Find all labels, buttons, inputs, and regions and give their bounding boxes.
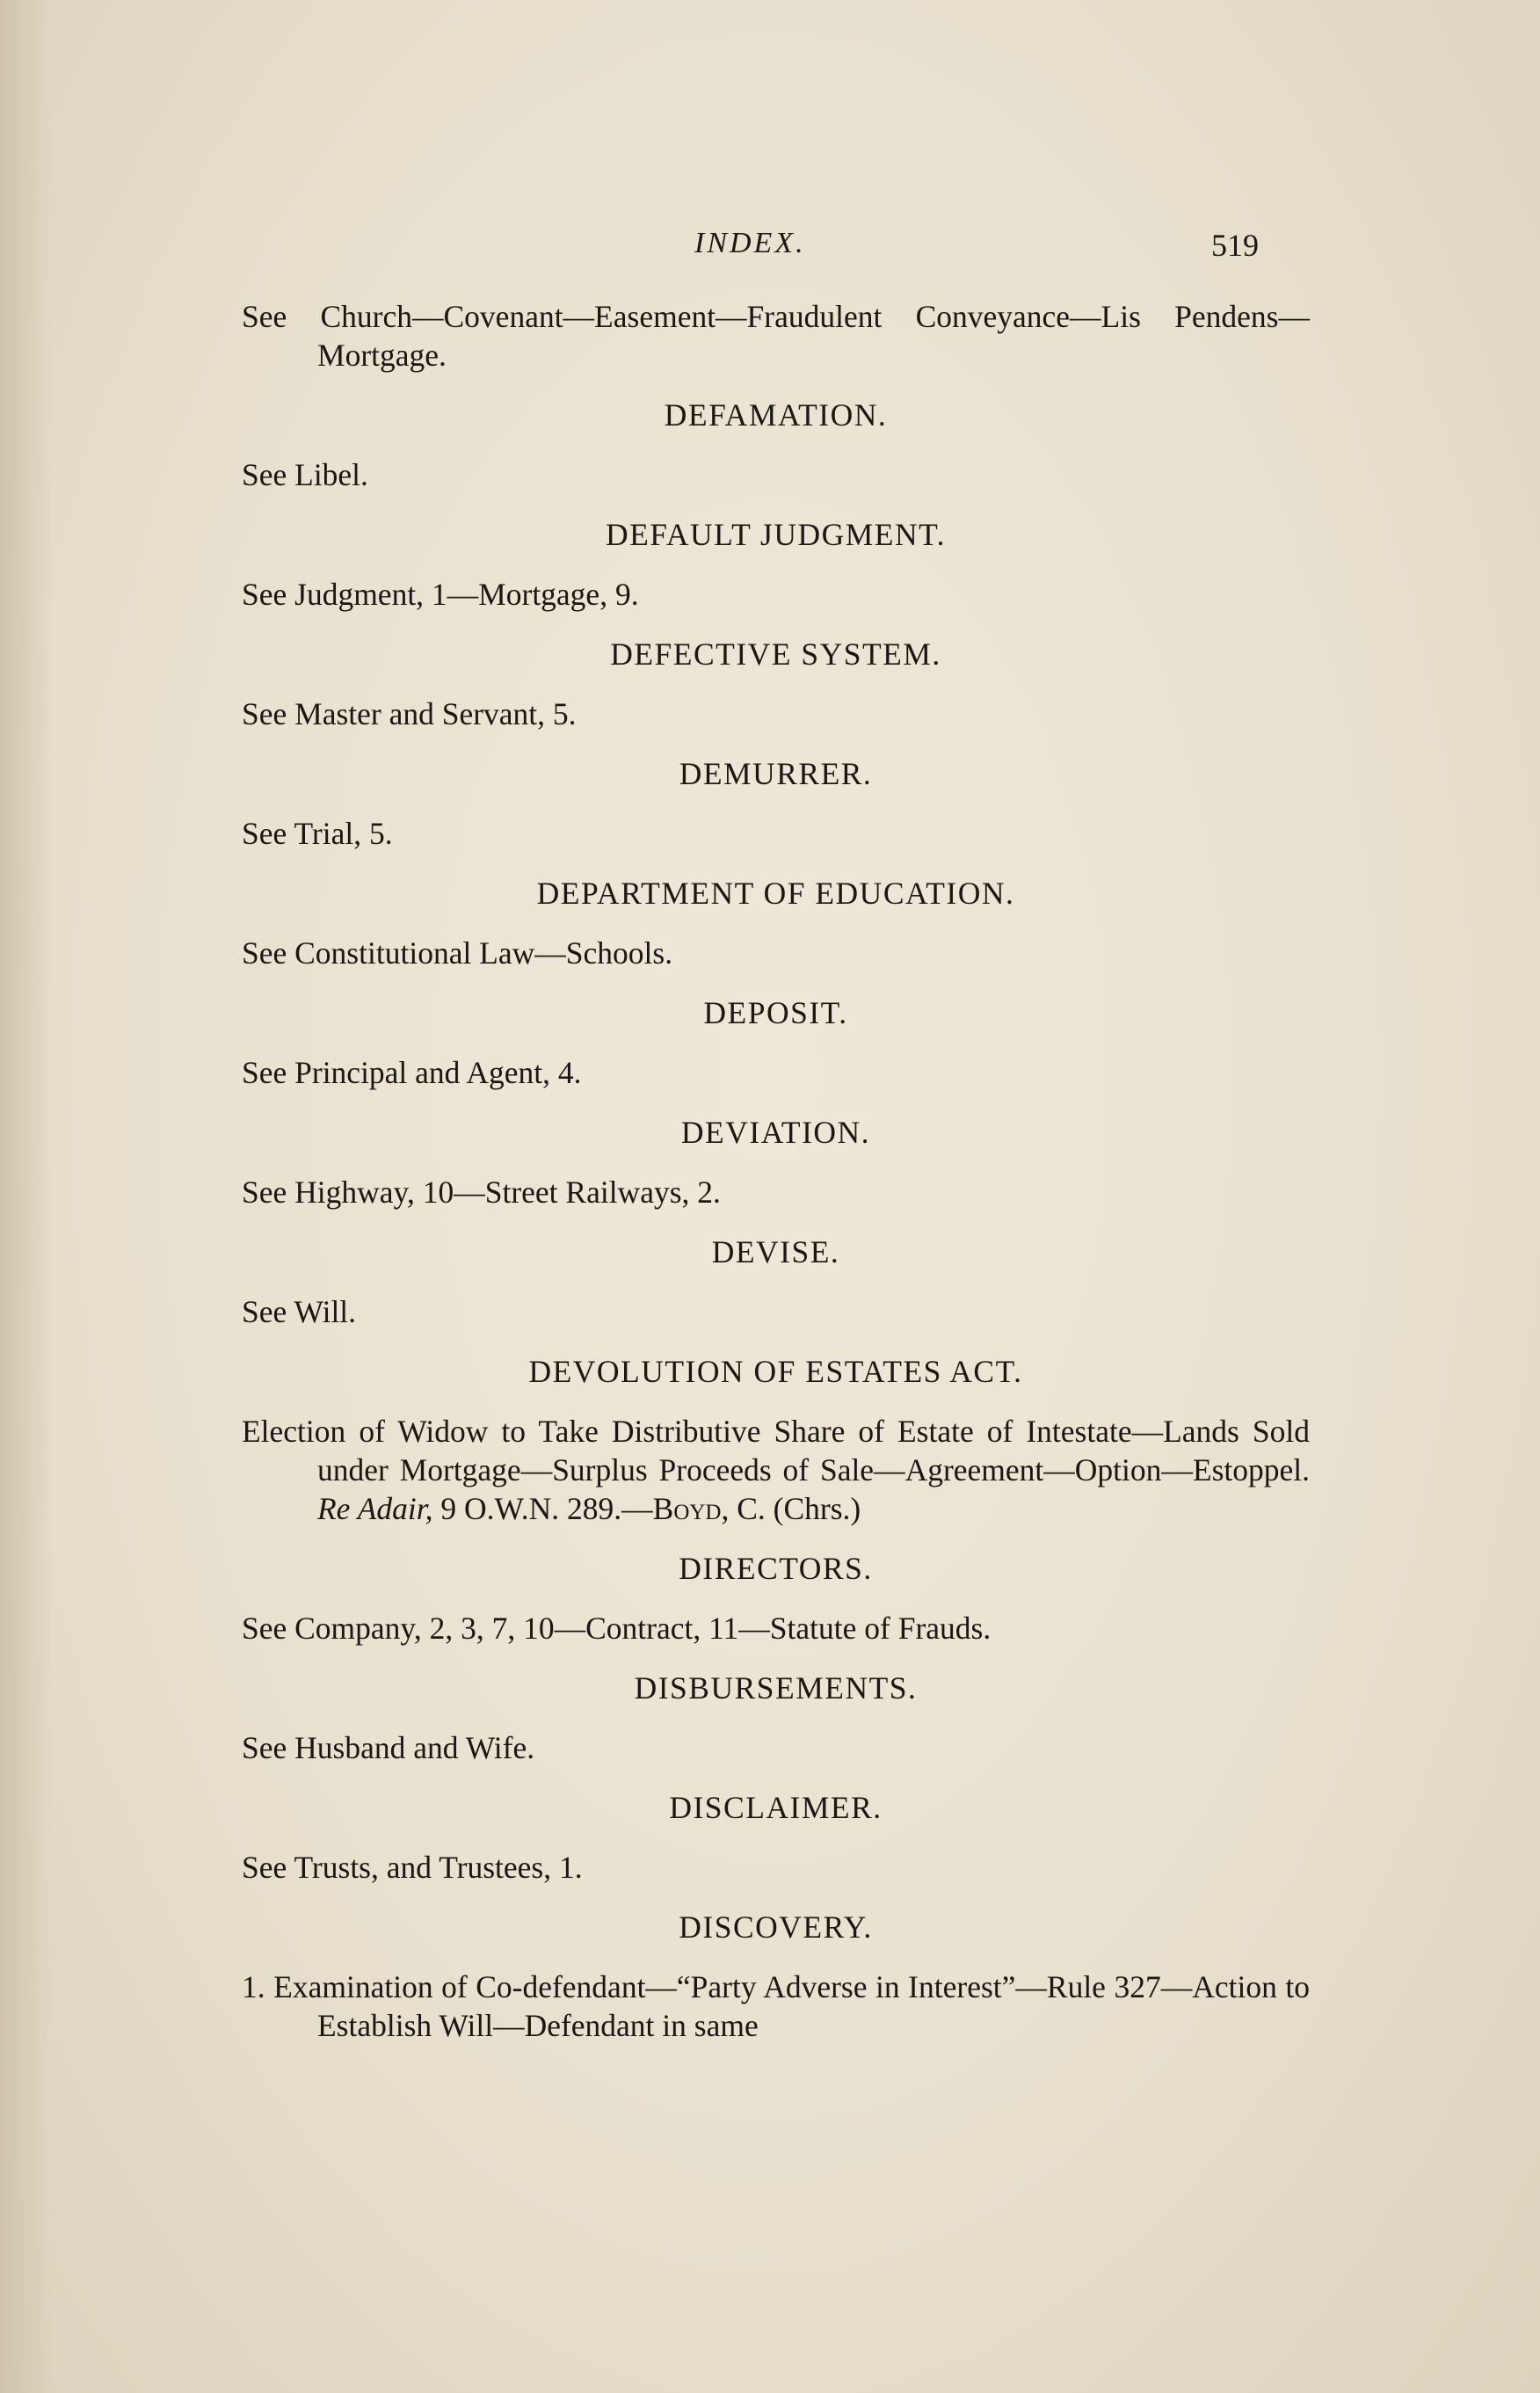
index-heading: DISBURSEMENTS. <box>634 1670 918 1706</box>
running-head <box>0 227 1540 271</box>
cross-reference-entry: See Principal and Agent, 4. <box>242 1055 582 1090</box>
index-section-defamation <box>242 396 1310 494</box>
cross-reference-entry: See Libel. <box>242 457 368 492</box>
cross-reference-entry: See Church—Covenant—Easement—Fraudulent Conveyance—Lis Pendens—Mortgage. <box>242 299 1310 373</box>
index-section-disclaimer <box>242 1788 1310 1887</box>
index-content <box>242 297 1310 2045</box>
index-heading: DEVISE. <box>711 1234 840 1269</box>
index-section-department-of-education <box>242 874 1310 972</box>
cross-reference-entry: See Will. <box>242 1294 357 1329</box>
cross-reference-entry: See Constitutional Law—Schools. <box>242 935 673 971</box>
case-citation: 9 O.W.N. 289.— <box>440 1491 653 1526</box>
page-number: 519 <box>1211 228 1259 263</box>
index-heading: DEPOSIT. <box>703 995 848 1030</box>
index-heading: DEFECTIVE SYSTEM. <box>610 636 941 672</box>
index-section-directors <box>242 1549 1310 1647</box>
case-name: Re Adair, <box>317 1491 433 1526</box>
case-digest-entry <box>242 1412 1310 1528</box>
index-section-defective-system <box>242 635 1310 733</box>
index-heading: DEMURRER. <box>679 756 873 791</box>
index-heading: DEVOLUTION OF ESTATES ACT. <box>528 1354 1023 1389</box>
digest-text: Election of Widow to Take Distributive Share of Estate of Intestate—Lands Sold under Mortgage—Surplus Proceeds of Sale—Agreement—Option—Estoppel. <box>242 1414 1310 1487</box>
cross-reference-entry: See Judgment, 1—Mortgage, 9. <box>242 577 639 612</box>
cross-reference-entry: See Highway, 10—Street Railways, 2. <box>242 1175 721 1210</box>
index-heading: DIRECTORS. <box>679 1551 873 1586</box>
index-section-devolution-of-estates-act <box>242 1352 1310 1528</box>
digest-text: Examination of Co-defendant—“Party Adverse in Interest”—Rule 327—Action to Establish Will—Defendant in same <box>273 1969 1311 2043</box>
index-section-discovery <box>242 1908 1310 2045</box>
running-head-title: INDEX. <box>694 227 806 259</box>
index-heading: DEFAULT JUDGMENT. <box>605 517 947 552</box>
judge-name: Boyd, <box>652 1491 730 1526</box>
index-section-deviation <box>242 1113 1310 1211</box>
cross-reference-entry: See Husband and Wife. <box>242 1730 535 1765</box>
index-section-demurrer <box>242 754 1310 853</box>
cross-reference-entry: See Trial, 5. <box>242 816 393 851</box>
cross-reference-entry: See Company, 2, 3, 7, 10—Contract, 11—Statute of Frauds. <box>242 1611 992 1646</box>
index-section-disbursements <box>242 1669 1310 1767</box>
index-section-devise <box>242 1233 1310 1331</box>
cross-reference-entry: See Master and Servant, 5. <box>242 696 577 731</box>
page-edge-shadow <box>0 0 53 2393</box>
entry-number: 1. <box>242 1969 265 2004</box>
index-section-deposit <box>242 993 1310 1092</box>
cross-reference-entry: See Trusts, and Trustees, 1. <box>242 1850 583 1885</box>
index-heading: DEFAMATION. <box>664 397 888 433</box>
index-heading: DEVIATION. <box>680 1115 871 1150</box>
index-heading: DISCLAIMER. <box>669 1790 883 1825</box>
judge-suffix: C. (Chrs.) <box>737 1491 861 1526</box>
case-digest-entry <box>242 1967 1310 2045</box>
index-heading: DEPARTMENT OF EDUCATION. <box>536 876 1015 911</box>
index-section-default-judgment <box>242 515 1310 614</box>
index-heading: DISCOVERY. <box>679 1909 873 1945</box>
